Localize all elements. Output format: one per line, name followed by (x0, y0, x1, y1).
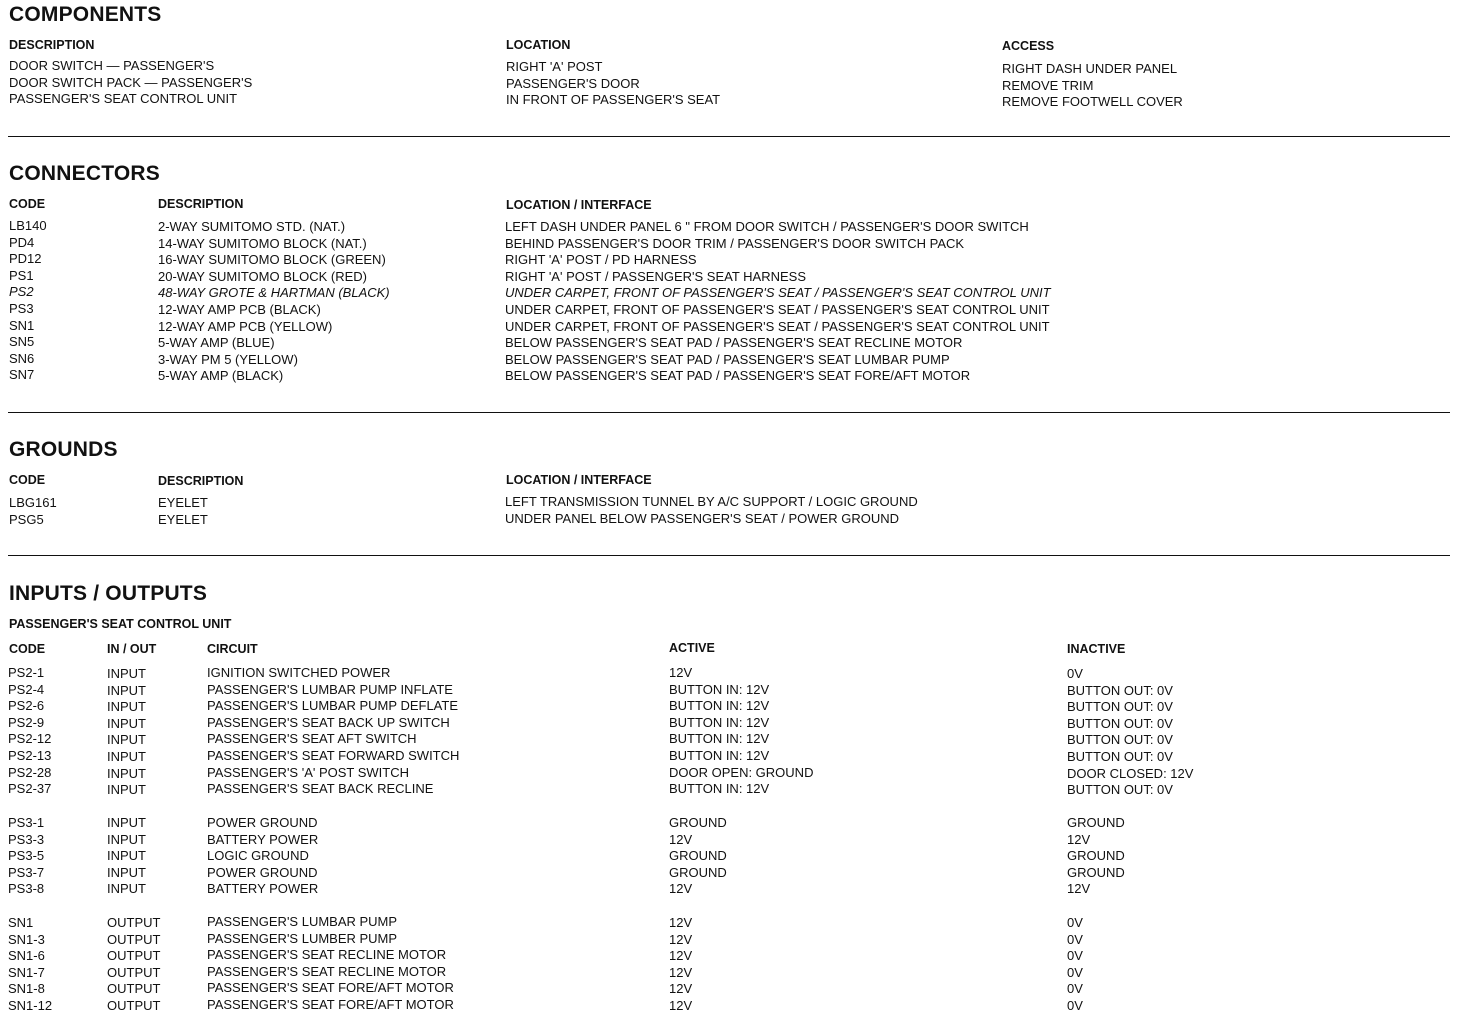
io-inout: INPUT (107, 881, 146, 897)
io-active: BUTTON IN: 12V (669, 681, 770, 697)
grounds-header-location: LOCATION / INTERFACE (506, 473, 652, 487)
connectors-header-description: DESCRIPTION (158, 197, 244, 211)
io-inactive: 0V (1067, 997, 1083, 1013)
io-circuit: PASSENGER'S LUMBAR PUMP INFLATE (207, 681, 453, 697)
io-circuit: POWER GROUND (207, 815, 318, 830)
io-code: PS2-4 (8, 681, 45, 697)
io-inactive: BUTTON OUT: 0V (1067, 732, 1173, 748)
io-active: 12V (669, 881, 693, 897)
ground-code: LBG161 (9, 495, 57, 510)
io-inactive: DOOR CLOSED: 12V (1067, 765, 1194, 781)
components-location: PASSENGER'S DOOR (506, 75, 640, 91)
io-circuit: PASSENGER'S SEAT FORWARD SWITCH (207, 747, 460, 763)
io-circuit: PASSENGER'S LUMBAR PUMP DEFLATE (207, 698, 458, 714)
io-inactive: 12V (1067, 831, 1091, 847)
io-inout: OUTPUT (107, 915, 161, 930)
connector-description: 5-WAY AMP (BLACK) (158, 368, 284, 384)
connector-code: PS3 (9, 300, 34, 316)
ground-location: LEFT TRANSMISSION TUNNEL BY A/C SUPPORT / LOGIC GROUND (505, 494, 918, 509)
io-group-ps2-active-column (669, 665, 813, 798)
io-group-sn1-inactive-column (1067, 915, 1083, 1015)
components-description: PASSENGER'S SEAT CONTROL UNIT (9, 91, 238, 107)
connectors-location-column (505, 219, 1051, 385)
io-inactive: 0V (1067, 931, 1083, 947)
io-inout: INPUT (107, 765, 146, 781)
components-access: REMOVE TRIM (1002, 77, 1094, 93)
io-inout: INPUT (107, 732, 146, 748)
grounds-description-column (158, 495, 208, 528)
io-inout: INPUT (107, 699, 146, 715)
io-group-sn1-active-column (669, 915, 692, 1015)
io-active: BUTTON IN: 12V (669, 698, 770, 714)
io-code: PS3-1 (8, 815, 45, 830)
io-active: 12V (669, 665, 693, 680)
io-inout: INPUT (107, 715, 146, 731)
io-code: PS2-28 (8, 764, 52, 780)
connectors-code-column (9, 218, 47, 384)
io-group-sn1-code-column (8, 915, 52, 1015)
io-inout: OUTPUT (107, 981, 161, 997)
io-group-sn1-inout-column (107, 915, 160, 1015)
connectors-header-location: LOCATION / INTERFACE (506, 198, 652, 212)
io-active: DOOR OPEN: GROUND (669, 764, 814, 780)
connector-code: SN7 (9, 367, 35, 383)
io-active: BUTTON IN: 12V (669, 747, 770, 763)
io-code: PS2-1 (8, 665, 45, 680)
io-header-code: CODE (9, 642, 46, 656)
connector-code: SN6 (9, 350, 35, 366)
connector-description: 3-WAY PM 5 (YELLOW) (158, 351, 298, 367)
io-inout: INPUT (107, 748, 146, 764)
io-inactive: GROUND (1067, 864, 1125, 880)
connector-code: SN5 (9, 334, 35, 350)
io-active: 12V (669, 981, 693, 997)
section-divider (8, 136, 1450, 137)
io-code: PS2-12 (8, 731, 52, 747)
components-description-column (9, 58, 252, 108)
io-inactive: BUTTON OUT: 0V (1067, 715, 1173, 731)
io-circuit: PASSENGER'S SEAT RECLINE MOTOR (207, 947, 447, 963)
io-active: BUTTON IN: 12V (669, 714, 770, 730)
connector-description: 12-WAY AMP PCB (BLACK) (158, 301, 321, 317)
io-active: BUTTON IN: 12V (669, 781, 770, 797)
io-code: PS2-37 (8, 781, 52, 797)
io-active: BUTTON IN: 12V (669, 731, 770, 747)
io-circuit: PASSENGER'S SEAT AFT SWITCH (207, 731, 417, 747)
io-active: 12V (669, 964, 693, 980)
io-code: PS3-7 (8, 864, 45, 880)
io-inactive: 0V (1067, 666, 1083, 681)
io-header-inout: IN / OUT (107, 642, 157, 656)
io-active: 12V (669, 831, 693, 847)
connector-description: 5-WAY AMP (BLUE) (158, 335, 275, 351)
io-inactive: 0V (1067, 915, 1083, 930)
io-inout: INPUT (107, 815, 146, 830)
io-inactive: 12V (1067, 881, 1091, 897)
connector-location: BELOW PASSENGER'S SEAT PAD / PASSENGER'S SEAT RECLINE MOTOR (505, 335, 963, 351)
components-location: IN FRONT OF PASSENGER'S SEAT (506, 92, 721, 108)
io-circuit: BATTERY POWER (207, 831, 319, 847)
section-divider (8, 412, 1450, 413)
io-circuit: PASSENGER'S 'A' POST SWITCH (207, 764, 410, 780)
io-group-ps3-inout-column (107, 815, 146, 898)
ground-location: UNDER PANEL BELOW PASSENGER'S SEAT / POWER GROUND (505, 510, 899, 526)
components-location-column (506, 59, 720, 109)
io-active: GROUND (669, 848, 727, 864)
io-group-ps3-code-column (8, 815, 44, 898)
io-inout: OUTPUT (107, 931, 161, 947)
io-circuit: PASSENGER'S SEAT FORE/AFT MOTOR (207, 980, 454, 996)
connector-description: 20-WAY SUMITOMO BLOCK (RED) (158, 268, 367, 284)
io-group-ps3-active-column (669, 815, 727, 898)
components-location: RIGHT 'A' POST (506, 59, 603, 74)
io-inactive: 0V (1067, 948, 1083, 964)
io-circuit: PASSENGER'S SEAT BACK UP SWITCH (207, 714, 450, 730)
connectors-description-column (158, 219, 390, 385)
io-header-circuit: CIRCUIT (207, 642, 258, 656)
grounds-header-description: DESCRIPTION (158, 474, 244, 488)
components-access: RIGHT DASH UNDER PANEL (1002, 61, 1178, 76)
grounds-location-column (505, 494, 918, 527)
io-circuit: PASSENGER'S SEAT FORE/AFT MOTOR (207, 996, 454, 1012)
connector-description: 12-WAY AMP PCB (YELLOW) (158, 318, 333, 334)
connector-location: LEFT DASH UNDER PANEL 6 " FROM DOOR SWITCH / PASSENGER'S DOOR SWITCH (505, 219, 1029, 234)
components-description: DOOR SWITCH PACK — PASSENGER'S (9, 74, 253, 90)
connector-description: 14-WAY SUMITOMO BLOCK (NAT.) (158, 235, 367, 251)
io-inactive: BUTTON OUT: 0V (1067, 682, 1173, 698)
io-inactive: GROUND (1067, 815, 1125, 830)
io-circuit: PASSENGER'S LUMBAR PUMP (207, 914, 398, 929)
io-group-ps2-code-column (8, 665, 51, 798)
io-group-sn1-circuit-column (207, 914, 454, 1014)
io-active: 12V (669, 915, 693, 930)
connector-description: 2-WAY SUMITOMO STD. (NAT.) (158, 219, 346, 234)
io-group-ps2-inout-column (107, 666, 146, 799)
io-inout: INPUT (107, 831, 146, 847)
io-circuit: BATTERY POWER (207, 881, 319, 897)
io-circuit: PASSENGER'S LUMBER PUMP (207, 930, 398, 946)
io-code: PS3-8 (8, 881, 45, 897)
io-inout: INPUT (107, 682, 146, 698)
connector-location: UNDER CARPET, FRONT OF PASSENGER'S SEAT / PASSENGER'S SEAT CONTROL UNIT (505, 318, 1050, 334)
io-code: PS3-5 (8, 848, 45, 864)
connector-location: BELOW PASSENGER'S SEAT PAD / PASSENGER'S SEAT FORE/AFT MOTOR (505, 368, 971, 384)
io-active: 12V (669, 948, 693, 964)
components-description: DOOR SWITCH — PASSENGER'S (9, 58, 215, 73)
io-code: SN1-7 (8, 964, 45, 980)
connector-code: SN1 (9, 317, 35, 333)
grounds-code-column (9, 495, 57, 528)
connector-code: LB140 (9, 218, 47, 233)
io-code: SN1 (8, 915, 34, 930)
components-header-location: LOCATION (506, 38, 571, 52)
io-group-ps2-inactive-column (1067, 666, 1193, 799)
io-inout: INPUT (107, 848, 146, 864)
io-active: 12V (669, 997, 693, 1013)
connector-description: 16-WAY SUMITOMO BLOCK (GREEN) (158, 252, 386, 268)
io-inactive: 0V (1067, 964, 1083, 980)
connector-code: PS1 (9, 267, 34, 283)
io-inout: OUTPUT (107, 997, 161, 1013)
io-circuit: PASSENGER'S SEAT RECLINE MOTOR (207, 963, 447, 979)
io-inout: OUTPUT (107, 948, 161, 964)
components-access-column (1002, 61, 1183, 111)
io-code: SN1-6 (8, 948, 45, 964)
connector-code: PD4 (9, 234, 35, 250)
io-code: PS2-9 (8, 714, 45, 730)
components-header-access: ACCESS (1002, 39, 1055, 53)
connector-location: UNDER CARPET, FRONT OF PASSENGER'S SEAT / PASSENGER'S SEAT CONTROL UNIT (505, 301, 1050, 317)
io-inactive: BUTTON OUT: 0V (1067, 699, 1173, 715)
io-inactive: BUTTON OUT: 0V (1067, 748, 1173, 764)
io-active: GROUND (669, 864, 727, 880)
io-code: PS2-6 (8, 698, 45, 714)
connector-code: PS2 (9, 284, 34, 300)
io-circuit: IGNITION SWITCHED POWER (207, 665, 391, 680)
io-circuit: PASSENGER'S SEAT BACK RECLINE (207, 781, 434, 797)
connector-description: 48-WAY GROTE & HARTMAN (BLACK) (158, 285, 390, 301)
connector-location: RIGHT 'A' POST / PASSENGER'S SEAT HARNESS (505, 268, 806, 284)
grounds-title: GROUNDS (9, 438, 118, 461)
connectors-title: CONNECTORS (9, 162, 160, 185)
ground-description: EYELET (158, 495, 208, 510)
components-header-description: DESCRIPTION (9, 38, 95, 52)
ground-description: EYELET (158, 511, 208, 527)
components-access: REMOVE FOOTWELL COVER (1002, 94, 1183, 110)
io-inout: INPUT (107, 666, 146, 681)
section-divider (8, 555, 1450, 556)
io-inactive: BUTTON OUT: 0V (1067, 782, 1173, 798)
io-group-ps2-circuit-column (207, 665, 459, 798)
io-circuit: POWER GROUND (207, 864, 318, 880)
io-group-ps3-circuit-column (207, 815, 318, 898)
grounds-header-code: CODE (9, 473, 46, 487)
io-title: INPUTS / OUTPUTS (9, 582, 208, 605)
io-code: SN1-12 (8, 997, 53, 1013)
components-title: COMPONENTS (9, 3, 162, 26)
connector-code: PD12 (9, 251, 42, 267)
io-inout: OUTPUT (107, 964, 161, 980)
connector-location: RIGHT 'A' POST / PD HARNESS (505, 252, 697, 268)
io-active: 12V (669, 931, 693, 947)
io-inactive: GROUND (1067, 848, 1125, 864)
io-code: SN1-3 (8, 931, 45, 947)
connector-location: BELOW PASSENGER'S SEAT PAD / PASSENGER'S SEAT LUMBAR PUMP (505, 351, 950, 367)
io-inactive: 0V (1067, 981, 1083, 997)
connector-location: UNDER CARPET, FRONT OF PASSENGER'S SEAT / PASSENGER'S SEAT CONTROL UNIT (505, 285, 1051, 301)
io-subtitle: PASSENGER'S SEAT CONTROL UNIT (9, 617, 232, 631)
io-active: GROUND (669, 815, 727, 830)
io-header-active: ACTIVE (669, 641, 715, 655)
io-code: SN1-8 (8, 981, 45, 997)
connectors-header-code: CODE (9, 197, 46, 211)
io-code: PS2-13 (8, 747, 52, 763)
io-inout: INPUT (107, 864, 146, 880)
io-inout: INPUT (107, 782, 146, 798)
ground-code: PSG5 (9, 511, 44, 527)
io-code: PS3-3 (8, 831, 45, 847)
io-header-inactive: INACTIVE (1067, 642, 1126, 656)
io-group-ps3-inactive-column (1067, 815, 1125, 898)
io-circuit: LOGIC GROUND (207, 848, 309, 864)
connector-location: BEHIND PASSENGER'S DOOR TRIM / PASSENGER'S DOOR SWITCH PACK (505, 235, 965, 251)
